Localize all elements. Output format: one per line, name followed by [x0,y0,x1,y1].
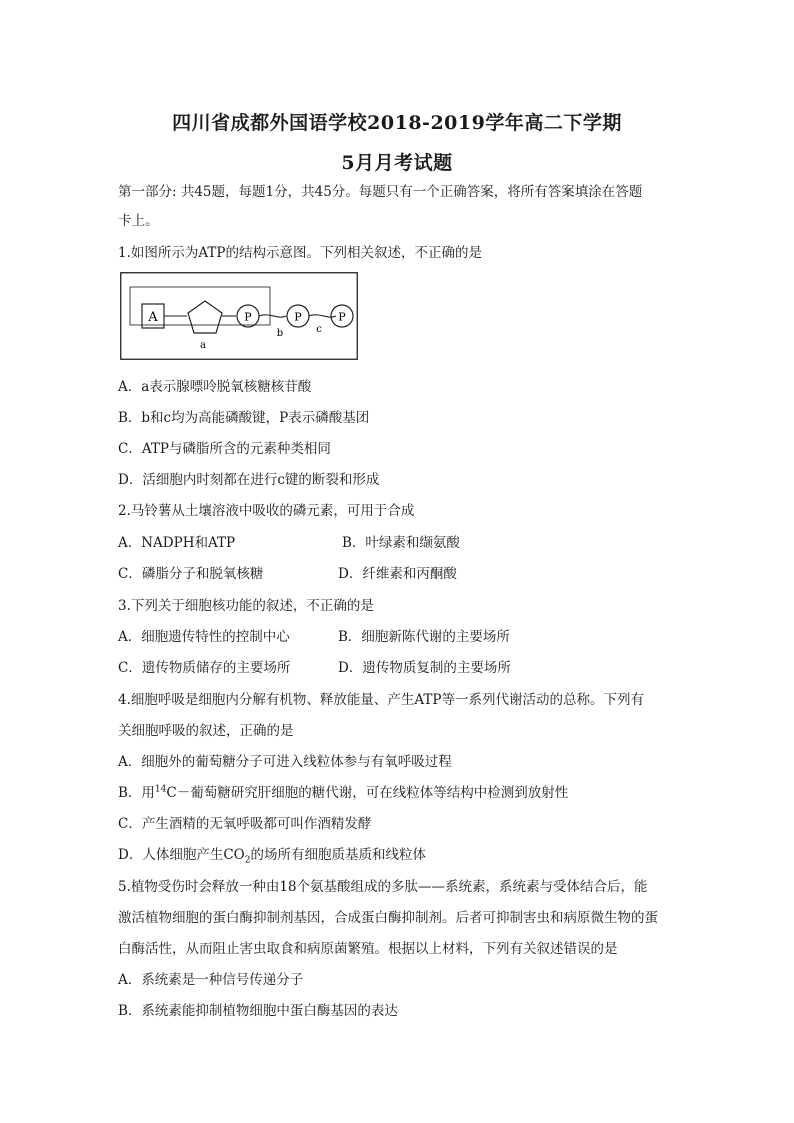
phosphate-label-3: P [338,310,346,324]
q3-option-d: D．遗传物质复制的主要场所 [338,660,511,676]
q2-stem: 2.马铃薯从土壤溶液中吸收的磷元素，可用于合成 [118,503,415,519]
q4-option-b-isotope: 14 [154,784,167,795]
q4-option-b-prefix: B．用 [118,785,155,801]
q4-option-a: A．细胞外的葡萄糖分子可进入线粒体参与有氧呼吸过程 [118,754,452,770]
bond-b-wave [259,315,286,317]
q4-option-b-text: C－葡萄糖研究肝细胞的糖代谢，可在线粒体等结构中检测到放射性 [166,785,569,801]
title-line-1: 四川省成都外国语学校2018-2019学年高二下学期 [172,112,622,134]
q3-stem: 3.下列关于细胞核功能的叙述，不正确的是 [118,598,374,614]
q2-option-c: C．磷脂分子和脱氧核糖 [118,566,264,582]
atp-structure-diagram [120,272,358,360]
q2-option-b: B．叶绿素和缬氨酸 [342,535,460,551]
q1-stem: 1.如图所示为ATP的结构示意图。下列相关叙述，不正确的是 [118,245,482,261]
q4-option-b [118,781,568,801]
q1-option-b: B．b和c均为高能磷酸键，P表示磷酸基团 [118,410,370,426]
q4-option-d-prefix: D．人体细胞产生CO [118,847,245,863]
phosphate-label-1: P [244,310,252,324]
ribose-pentagon [188,301,222,333]
label-c: c [316,324,322,335]
q5-option-b: B．系统素能抑制植物细胞中蛋白酶基因的表达 [118,1003,398,1019]
q5-stem-line-2: 激活植物细胞的蛋白酶抑制剂基因，合成蛋白酶抑制剂。后者可抑制害虫和病原微生物的蛋 [118,910,658,926]
intro-line-2: 卡上。 [118,213,159,229]
q5-stem-line-3: 白酶活性，从而阻止害虫取食和病原菌繁殖。根据以上材料，下列有关叙述错误的是 [118,941,618,957]
phosphate-label-2: P [294,310,302,324]
q4-option-c: C．产生酒精的无氧呼吸都可叫作酒精发酵 [118,816,372,832]
q2-option-d: D．纤维素和丙酮酸 [338,566,457,582]
intro-line-1: 第一部分: 共45题，每题1分，共45分。每题只有一个正确答案，将所有答案填涂在答题 [118,184,643,200]
q3-option-b: B．细胞新陈代谢的主要场所 [338,629,510,645]
bond-c-wave [309,315,336,317]
q5-option-a: A．系统素是一种信号传递分子 [118,972,304,988]
label-b: b [276,328,284,339]
q4-option-d [118,843,426,866]
q4-stem-line-1: 4.细胞呼吸是细胞内分解有机物、释放能量、产生ATP等一系列代谢活动的总称。下列有 [118,692,644,708]
adenine-label: A [148,310,158,325]
q1-option-d: D．活细胞内时刻都在进行c键的断裂和形成 [118,472,380,488]
q4-stem-line-2: 关细胞呼吸的叙述，正确的是 [118,723,294,739]
label-a: a [200,340,206,351]
q1-option-c: C．ATP与磷脂所含的元素种类相同 [118,441,331,457]
q4-option-d-subscript: 2 [244,855,251,866]
q1-option-a: A．a表示腺嘌呤脱氧核糖核苷酸 [118,379,312,395]
q5-stem-line-1: 5.植物受伤时会释放一种由18个氨基酸组成的多肽——系统素，系统素与受体结合后，能 [118,879,648,895]
q3-option-c: C．遗传物质储存的主要场所 [118,660,291,676]
q3-option-a: A．细胞遗传特性的控制中心 [118,629,290,645]
title-line-2: 5月月考试题 [341,152,453,174]
q2-option-a: A．NADPH和ATP [118,535,236,551]
q4-option-d-text: 的场所有细胞质基质和线粒体 [250,847,426,863]
